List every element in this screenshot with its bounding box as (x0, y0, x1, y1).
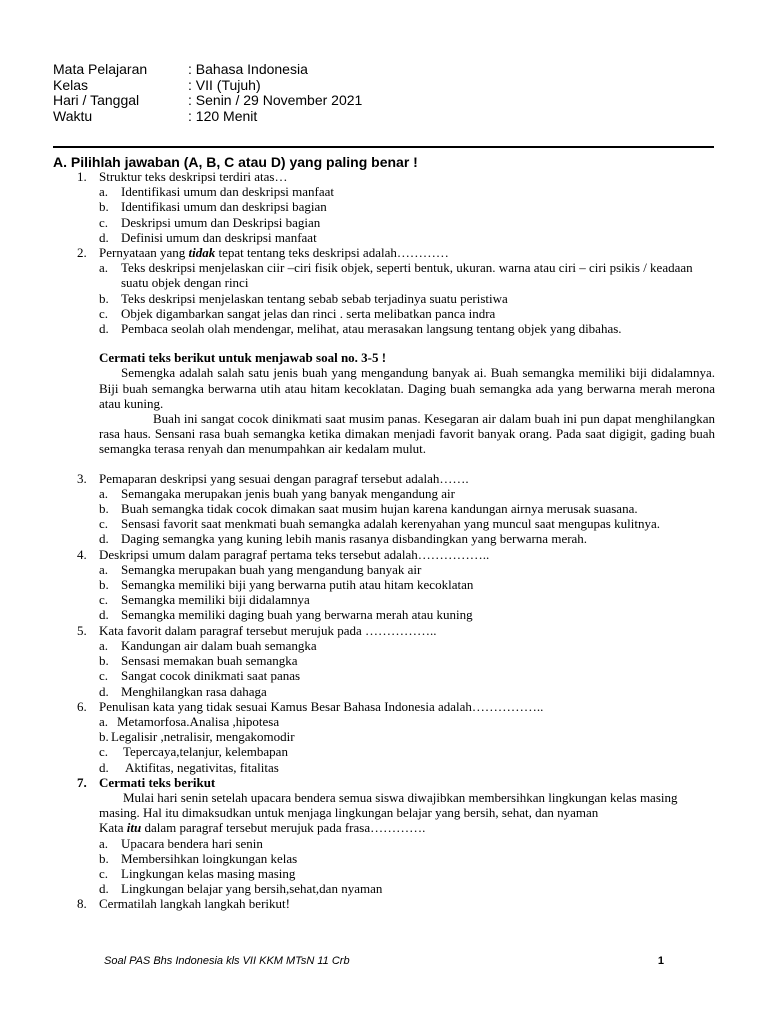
question-text: Deskripsi umum dalam paragraf pertama teks tersebut adalah…………….. (99, 546, 490, 562)
option-letter: c. (99, 516, 109, 532)
option-text: Legalisir ,netralisir, mengakomodir (111, 729, 295, 745)
option-b (53, 199, 715, 214)
option-d (53, 321, 715, 336)
option-c (53, 592, 715, 607)
option-text: Sangat cocok dinikmati saat panas (121, 668, 301, 684)
option-text: Deskripsi umum dan Deskripsi bagian (121, 214, 321, 230)
question-text: Struktur teks deskripsi terdiri atas… (99, 169, 288, 184)
question-7-ask (53, 820, 715, 835)
option-letter: a. (99, 713, 109, 729)
info-value: : 120 Menit (188, 107, 258, 124)
option-letter: b. (99, 577, 109, 593)
option-b (53, 729, 715, 744)
option-letter: b. (99, 729, 109, 745)
option-c (53, 306, 715, 321)
option-text: Definisi umum dan deskripsi manfaat (121, 229, 317, 245)
option-text: Identifikasi umum dan deskripsi bagian (121, 199, 327, 215)
option-letter: d. (99, 321, 109, 337)
question-number: 6. (77, 698, 87, 714)
option-text: Sensasi favorit saat menkmati buah semangka adalah kerenyahan yang muncul saat mengupas kulitnya. (121, 516, 660, 532)
option-letter: b. (99, 501, 109, 517)
question-1 (53, 169, 715, 184)
option-a (53, 260, 715, 290)
option-d (53, 607, 715, 622)
exam-header-info (53, 62, 362, 124)
info-row-class (53, 78, 362, 94)
option-a (53, 562, 715, 577)
question-number: 7. (77, 774, 87, 790)
option-letter: a. (99, 485, 109, 501)
spacer (53, 336, 715, 350)
info-row-date (53, 93, 362, 109)
info-row-subject (53, 62, 362, 78)
option-letter: d. (99, 683, 109, 699)
option-letter: d. (99, 881, 109, 897)
info-value: : Bahasa Indonesia (188, 61, 308, 77)
question-7 (53, 775, 715, 790)
option-text: Semangka memiliki biji didalamnya (121, 592, 310, 608)
info-label: Waktu (53, 107, 93, 124)
question-number: 3. (77, 470, 87, 486)
option-letter: b. (99, 199, 109, 215)
question-4 (53, 547, 715, 562)
question-number: 2. (77, 245, 87, 261)
option-letter: a. (99, 835, 109, 851)
option-d (53, 684, 715, 699)
option-c (53, 516, 715, 531)
option-text: Lingkungan belajar yang bersih,sehat,dan nyaman (121, 881, 383, 897)
question-number: 4. (77, 546, 87, 562)
question-3 (53, 471, 715, 486)
question-number: 1. (77, 169, 87, 184)
header-divider (53, 146, 714, 148)
question-2 (53, 245, 715, 260)
option-b (53, 851, 715, 866)
question-8 (53, 896, 715, 911)
option-letter: d. (99, 229, 109, 245)
section-title: A. Pilihlah jawaban (A, B, C atau D) yang paling benar ! (53, 154, 418, 170)
info-label: Hari / Tanggal (53, 92, 140, 108)
option-b (53, 653, 715, 668)
passage-paragraph-2: Buah ini sangat cocok dinikmati saat musim panas. Kesegaran air dalam buah ini pun dapat menghilangkan rasa haus. Sensani rasa buah semangka ketika dimakan menjadi favorit banyak orang. Pada saat digigit, gading buah semangka terasa renyah dan menumpahkan air kedalam mulut. (99, 411, 715, 457)
option-text: Teks deskripsi menjelaskan ciir –ciri fisik objek, seperti bentuk, ukuran. warna atau ciri – ciri psikis / keadaan suatu objek dengan rinci (121, 260, 693, 291)
option-a (53, 486, 715, 501)
option-text: Semangka memiliki biji yang berwarna putih atau hitam kecoklatan (121, 577, 474, 593)
option-text: Sensasi memakan buah semangka (121, 653, 298, 669)
ask-text-post: dalam paragraf tersebut merujuk pada frasa…………. (141, 820, 426, 836)
page-number: 1 (657, 955, 664, 967)
option-c (53, 215, 715, 230)
question-text-emphasis: tidak (188, 245, 216, 261)
option-c (53, 668, 715, 683)
page-footer (104, 955, 664, 967)
option-text: Metamorfosa.Analisa ,hipotesa (117, 713, 280, 729)
option-letter: b. (99, 653, 109, 669)
option-letter: d. (99, 531, 109, 547)
info-value: : Senin / 29 November 2021 (188, 92, 363, 108)
question-number: 5. (77, 622, 87, 638)
option-text: Lingkungan kelas masing masing (121, 865, 296, 881)
info-value: : VII (Tujuh) (188, 76, 261, 93)
question-list (53, 169, 715, 912)
info-label: Mata Pelajaran (53, 61, 148, 77)
question-7-paragraph: Mulai hari senin setelah upacara bendera semua siswa diwajibkan membersihkan lingkungan kelas masing masing. Hal itu dimaksudkan untuk menjaga lingkungan belajar yang bersih, sehat, dan nyaman (99, 789, 678, 821)
option-c (53, 744, 715, 759)
option-d (53, 531, 715, 546)
option-text: Semangaka merupakan jenis buah yang banyak mengandung air (121, 485, 455, 501)
option-d (53, 760, 715, 775)
option-letter: a. (99, 637, 109, 653)
option-text: Menghilangkan rasa dahaga (121, 683, 267, 699)
info-label: Kelas (53, 76, 89, 93)
option-letter: c. (99, 305, 109, 321)
question-text-post: tepat tentang teks deskripsi adalah………… (215, 245, 449, 261)
option-text: Buah semangka tidak cocok dimakan saat musim hujan karena kandungan airnya merusak suasana. (121, 501, 638, 517)
info-row-time (53, 109, 362, 125)
option-text: Aktifitas, negativitas, fitalitas (125, 759, 279, 775)
question-6 (53, 699, 715, 714)
option-text: Membersihkan loingkungan kelas (121, 850, 298, 866)
passage-title: Cermati teks berikut untuk menjawab soal no. 3-5 ! (99, 350, 387, 366)
footer-text: Soal PAS Bhs Indonesia kls VII KKM MTsN 11 Crb (104, 955, 350, 967)
option-text: Teks deskripsi menjelaskan tentang sebab sebab terjadinya suatu peristiwa (121, 290, 508, 306)
option-letter: a. (99, 260, 109, 276)
spacer (53, 457, 715, 471)
option-text: Identifikasi umum dan deskripsi manfaat (121, 184, 335, 200)
option-letter: d. (99, 759, 109, 775)
option-letter: d. (99, 607, 109, 623)
option-d (53, 230, 715, 245)
passage-paragraph-1: Semengka adalah salah satu jenis buah yang mengandung banyak ai. Buah semangka memiliki biji didalamnya. Biji buah semangka berwarna utih atau hitam kecoklatan. Daging buah semangka ada yang berwarna merah merona atau kuning. (99, 365, 715, 411)
question-number: 8. (77, 896, 87, 912)
option-text: Upacara bendera hari senin (121, 835, 263, 851)
ask-text-pre: Kata (99, 820, 127, 836)
option-a (53, 714, 715, 729)
option-b (53, 501, 715, 516)
option-a (53, 638, 715, 653)
question-title: Cermati teks berikut (99, 774, 216, 790)
option-letter: c. (99, 865, 109, 881)
option-text: Pembaca seolah olah mendengar, melihat, atau merasakan langsung tentang objek yang dibahas. (121, 321, 622, 337)
option-d (53, 881, 715, 896)
option-letter: a. (99, 561, 109, 577)
option-text: Semangka merupakan buah yang mengandung banyak air (121, 561, 422, 577)
option-letter: b. (99, 850, 109, 866)
question-text: Kata favorit dalam paragraf tersebut merujuk pada …………….. (99, 622, 437, 638)
option-text: Daging semangka yang kuning lebih manis rasanya disbandingkan yang berwarna merah. (121, 531, 588, 547)
question-text: Pemaparan deskripsi yang sesuai dengan paragraf tersebut adalah……. (99, 470, 469, 486)
option-a (53, 184, 715, 199)
option-letter: c. (99, 668, 109, 684)
option-a (53, 836, 715, 851)
question-text-pre: Pernyataan yang (99, 245, 189, 261)
option-letter: b. (99, 290, 109, 306)
option-text: Objek digambarkan sangat jelas dan rinci . serta melibatkan panca indra (121, 305, 496, 321)
option-text: Tepercaya,telanjur, kelembapan (123, 744, 288, 760)
option-letter: c. (99, 592, 109, 608)
option-text: Kandungan air dalam buah semangka (121, 637, 317, 653)
option-b (53, 577, 715, 592)
question-5 (53, 623, 715, 638)
ask-text-emphasis: itu (126, 820, 142, 836)
option-letter: c. (99, 214, 109, 230)
option-c (53, 866, 715, 881)
option-text: Semangka memiliki daging buah yang berwarna merah atau kuning (121, 607, 473, 623)
question-text: Cermatilah langkah langkah berikut! (99, 896, 290, 912)
option-letter: a. (99, 184, 109, 200)
option-b (53, 291, 715, 306)
option-letter: c. (99, 744, 109, 760)
question-text: Penulisan kata yang tidak sesuai Kamus Besar Bahasa Indonesia adalah…………….. (99, 698, 544, 714)
